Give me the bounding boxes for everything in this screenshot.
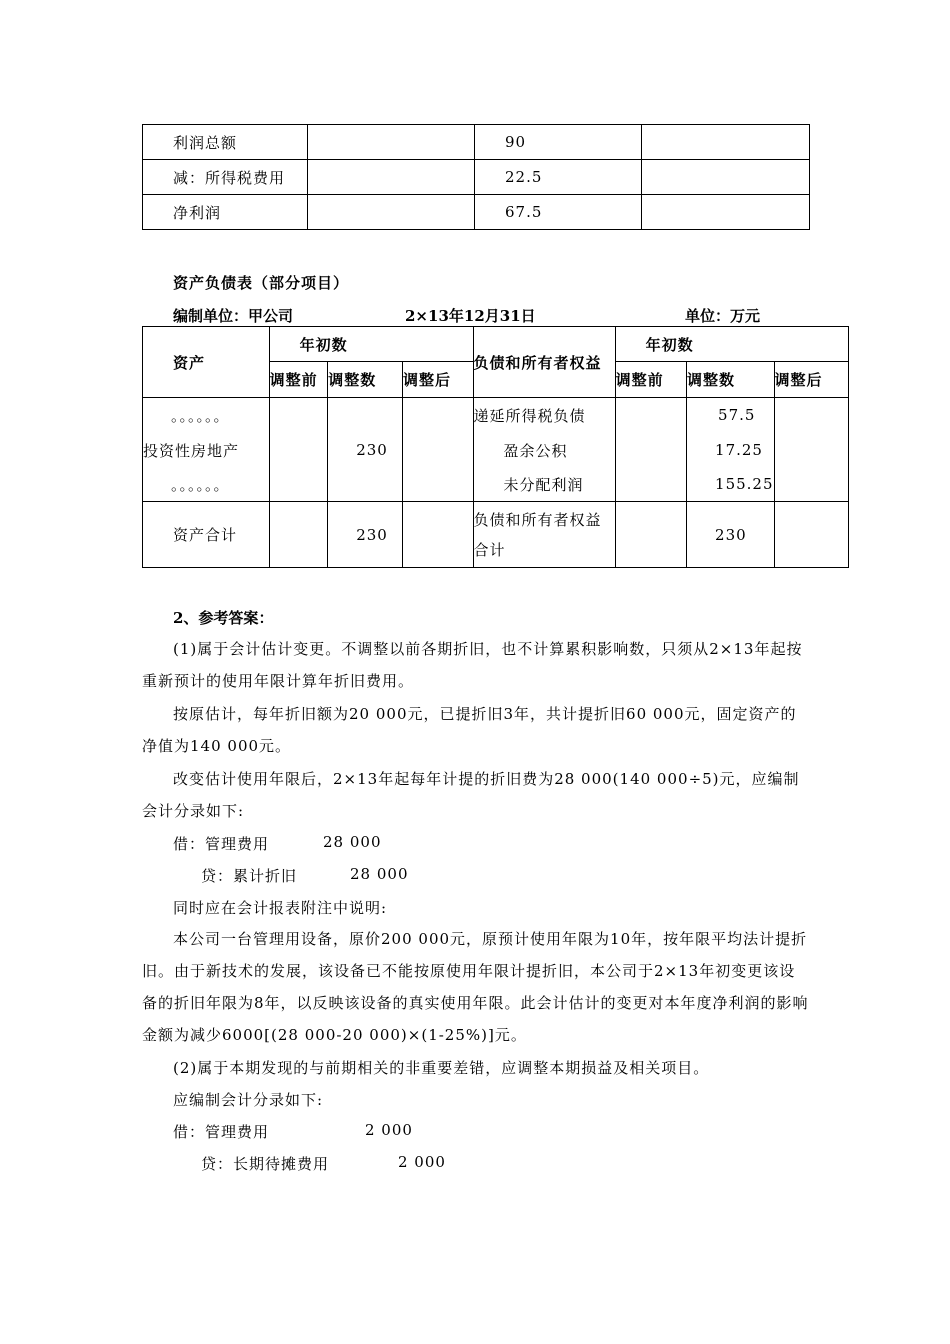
col-year-start-2: 年初数 [615,327,848,362]
sub-adjust-2: 调整数 [687,362,775,398]
liab-total-line-2: 合计 [473,540,506,559]
journal-debit-amount: 2 000 [365,1121,413,1139]
journal-debit: 借：管理费用 [173,835,270,853]
liab-undist: 未分配利润 [473,468,615,502]
row-label: 利润总额 [143,125,308,160]
ellipsis-row: 。。。。。。 [143,468,270,502]
journal-debit: 借：管理费用 [173,1123,270,1141]
answer-paragraph: (2)属于本期发现的与前期相关的非重要差错，应调整本期损益及相关项目。 [173,1059,710,1077]
sub-after: 调整后 [403,362,473,398]
answer-paragraph: 本公司一台管理用设备，原价200 000元，原预计使用年限为10年，按年限平均法计提折旧。由于新技术的发展，该设备已不能按原使用年限计提折旧，本公司于2×13年初变更该设备的折旧年限为8年，以反映该设备的真实使用年限。此会计估计的变更对本年度净利润的影响金额为减少6000[(28 000-20 000)×(1-25%)]元。 [142,930,809,1044]
table-row [143,468,849,502]
liab-total [473,502,615,568]
liab-surplus-adj: 17.25 [687,433,775,468]
ellipsis-row: 。。。。。。 [143,398,270,433]
table-row [143,433,849,468]
table-row [143,398,849,433]
answer-paragraph: 按原估计，每年折旧额为20 000元，已提折旧3年，共计提折旧60 000元，固定资产的净值为140 000元。 [142,705,797,755]
answer-heading: 2、参考答案： [173,609,274,627]
liab-deferred: 递延所得税负债 [473,398,615,433]
table-row [143,195,810,230]
col-asset: 资产 [143,327,270,398]
table-row [143,160,810,195]
balance-sheet-title: 资产负债表（部分项目） [173,274,350,292]
currency-label: 单位：万元 [685,307,761,325]
liab-total-adj: 230 [687,502,775,568]
unit-label: 编制单位：甲公司 [173,307,294,325]
report-date: 2×13年12月31日 [405,307,536,325]
answer-paragraph: 改变估计使用年限后，2×13年起每年计提的折旧费为28 000(140 000÷5)元，应编制会计分录如下: [142,770,800,820]
journal-credit-amount: 28 000 [350,865,409,883]
liab-undist-adj: 155.25 [687,468,775,502]
balance-sheet-table [142,326,849,568]
row-label: 减：所得税费用 [143,160,308,195]
asset-total: 资产合计 [143,502,270,568]
profit-table [142,124,810,230]
journal-credit-amount: 2 000 [398,1153,446,1171]
table-row [143,125,810,160]
liab-deferred-adj: 57.5 [687,398,775,433]
answer-paragraph: 应编制会计分录如下: [173,1091,324,1109]
row-value: 90 [474,125,641,160]
row-value: 22.5 [474,160,641,195]
liab-surplus: 盈余公积 [473,433,615,468]
table-row [143,502,849,568]
sub-after-2: 调整后 [774,362,848,398]
answer-paragraph: 同时应在会计报表附注中说明: [173,899,388,917]
asset-invest: 投资性房地产 [143,433,270,468]
row-value: 67.5 [474,195,641,230]
asset-invest-adj: 230 [328,433,403,468]
sub-adjust: 调整数 [328,362,403,398]
journal-credit: 贷：长期待摊费用 [201,1155,330,1173]
sub-before: 调整前 [269,362,328,398]
asset-total-adj: 230 [328,502,403,568]
journal-credit: 贷：累计折旧 [201,867,298,885]
liab-total-line-1: 负债和所有者权益 [473,510,602,529]
row-label: 净利润 [143,195,308,230]
sub-before-2: 调整前 [615,362,686,398]
col-liabilities: 负债和所有者权益 [473,327,615,398]
col-year-start: 年初数 [269,327,473,362]
answer-paragraph: (1)属于会计估计变更。不调整以前各期折旧，也不计算累积影响数，只须从2×13年起按重新预计的使用年限计算年折旧费用。 [142,640,803,690]
journal-debit-amount: 28 000 [323,833,382,851]
